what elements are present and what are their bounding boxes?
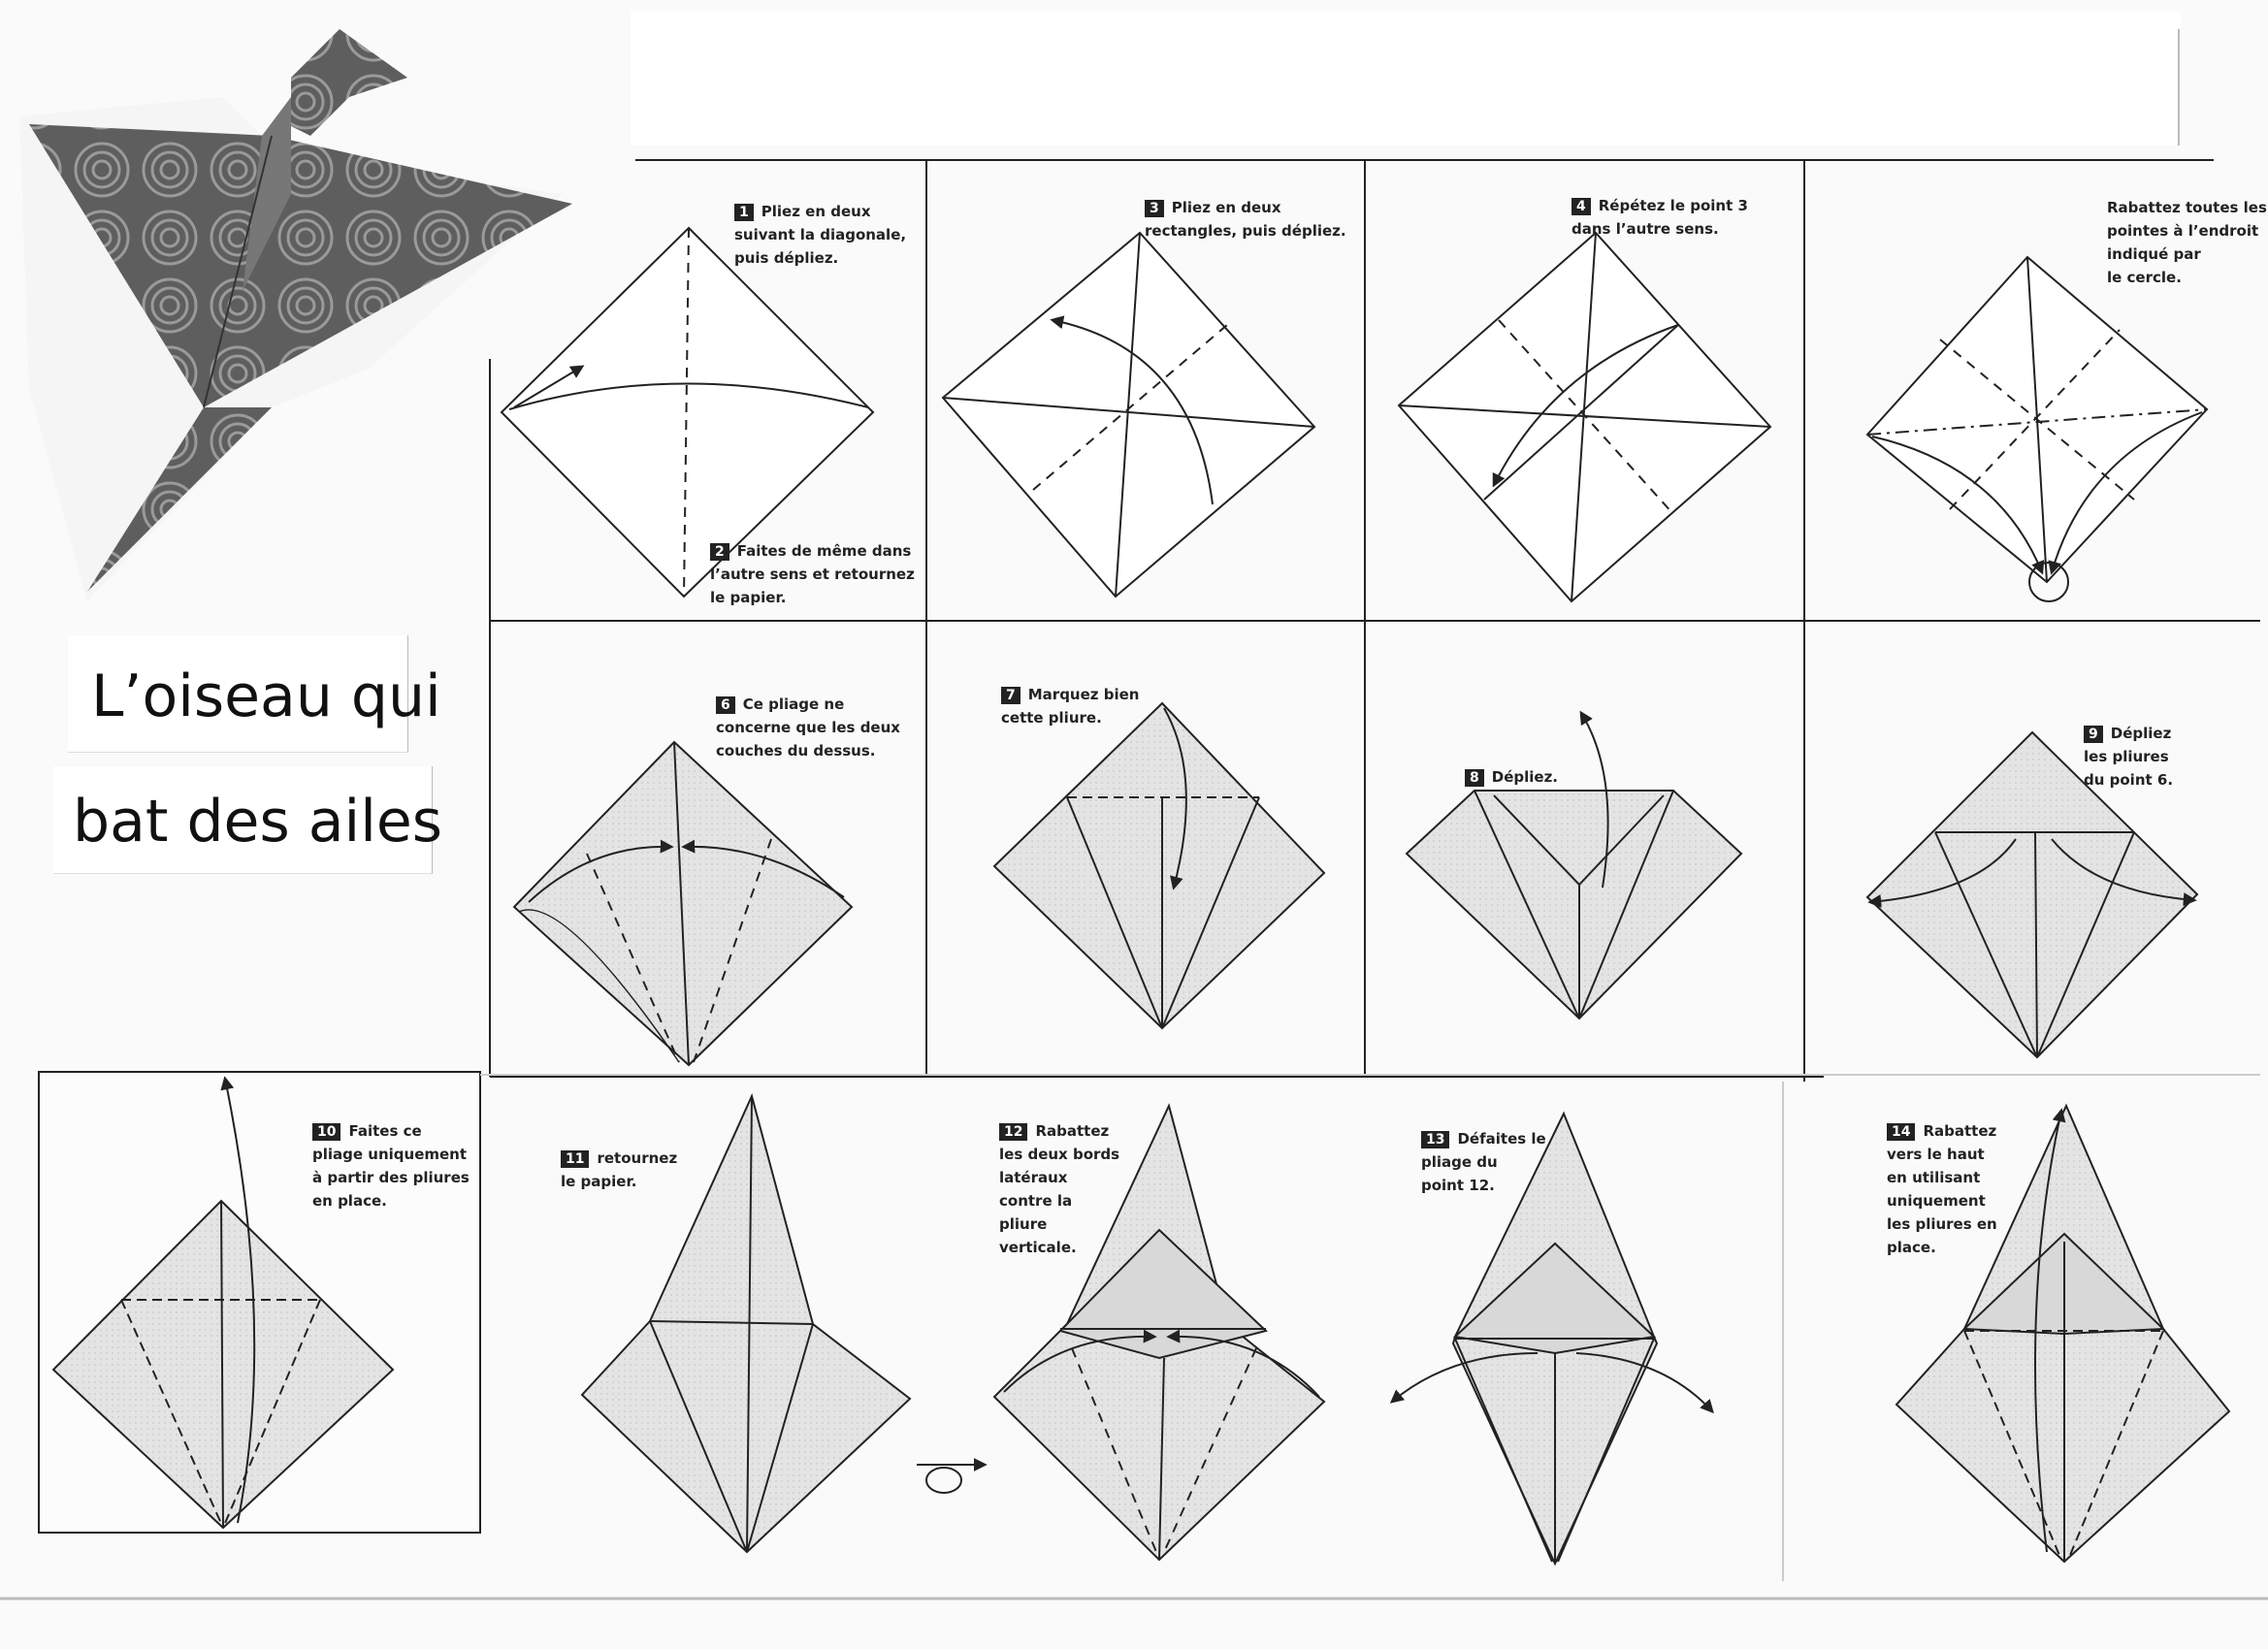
step-2-text: Faites de même dans l’autre sens et retournez le papier.	[710, 542, 915, 606]
diagram-step-3	[943, 233, 1314, 597]
step-10-caption	[312, 1096, 470, 1212]
step-3-badge: 3	[1145, 200, 1164, 217]
step-12-text: Rabattez les deux bords latéraux contre la pliure verticale.	[999, 1122, 1120, 1256]
step-11-badge: 11	[561, 1150, 589, 1168]
step-4-text: Répétez le point 3 dans l’autre sens.	[1571, 197, 1748, 238]
step-9-caption	[2084, 698, 2173, 792]
step-12-badge: 12	[999, 1123, 1027, 1141]
diagram-step-5	[1867, 257, 2207, 601]
step-13-text: Défaites le pliage du point 12.	[1421, 1130, 1546, 1194]
step-14-caption	[1887, 1096, 1997, 1259]
step-10-text: Faites ce pliage uniquement à partir des pliures en place.	[312, 1122, 470, 1210]
step-9-badge: 9	[2084, 726, 2103, 743]
step-9-text: Dépliez les pliures du point 6.	[2084, 725, 2174, 789]
step-6-text: Ce pliage ne concerne que les deux couches du dessus.	[716, 695, 900, 760]
step-8-caption	[1465, 742, 1558, 789]
diagram-step-6	[514, 742, 852, 1065]
step-12-caption	[999, 1096, 1119, 1259]
step-1-caption	[734, 177, 906, 270]
step-1-badge: 1	[734, 204, 754, 221]
step-4-badge: 4	[1571, 198, 1591, 215]
step-5-caption	[2107, 173, 2267, 289]
step-3-caption	[1145, 173, 1346, 242]
step-13-caption	[1421, 1104, 1546, 1197]
diagram-step-7	[994, 703, 1324, 1028]
step-5-text: Rabattez toutes les pointes à l’endroit indiqué par le cercle.	[2107, 199, 2267, 286]
step-1-text: Pliez en deux suivant la diagonale, puis dépliez.	[734, 203, 907, 267]
step-8-text: Dépliez.	[1491, 768, 1558, 786]
step-6-badge: 6	[716, 696, 735, 714]
step-2-badge: 2	[710, 543, 729, 561]
title-line-2: bat des ailes	[73, 788, 443, 856]
step-7-text: Marquez bien cette pliure.	[1001, 686, 1140, 727]
step-7-caption	[1001, 660, 1139, 729]
step-6-caption	[716, 669, 900, 762]
step-13-badge: 13	[1421, 1131, 1449, 1148]
step-2-caption	[710, 516, 915, 609]
step-3-text: Pliez en deux rectangles, puis dépliez.	[1145, 199, 1346, 240]
step-11-text: retournez le papier.	[561, 1149, 678, 1190]
diagram-step-4	[1399, 233, 1770, 601]
step-11-caption	[561, 1123, 677, 1193]
title-line-1: L’oiseau qui	[91, 663, 441, 730]
step-7-badge: 7	[1001, 687, 1021, 704]
step-14-text: Rabattez vers le haut en utilisant uniquement les pliures en place.	[1887, 1122, 1997, 1256]
step-4-caption	[1571, 171, 1748, 241]
step-14-badge: 14	[1887, 1123, 1915, 1141]
step-10-badge: 10	[312, 1123, 340, 1141]
diagram-step-8	[1407, 713, 1741, 1018]
step-8-badge: 8	[1465, 769, 1484, 787]
